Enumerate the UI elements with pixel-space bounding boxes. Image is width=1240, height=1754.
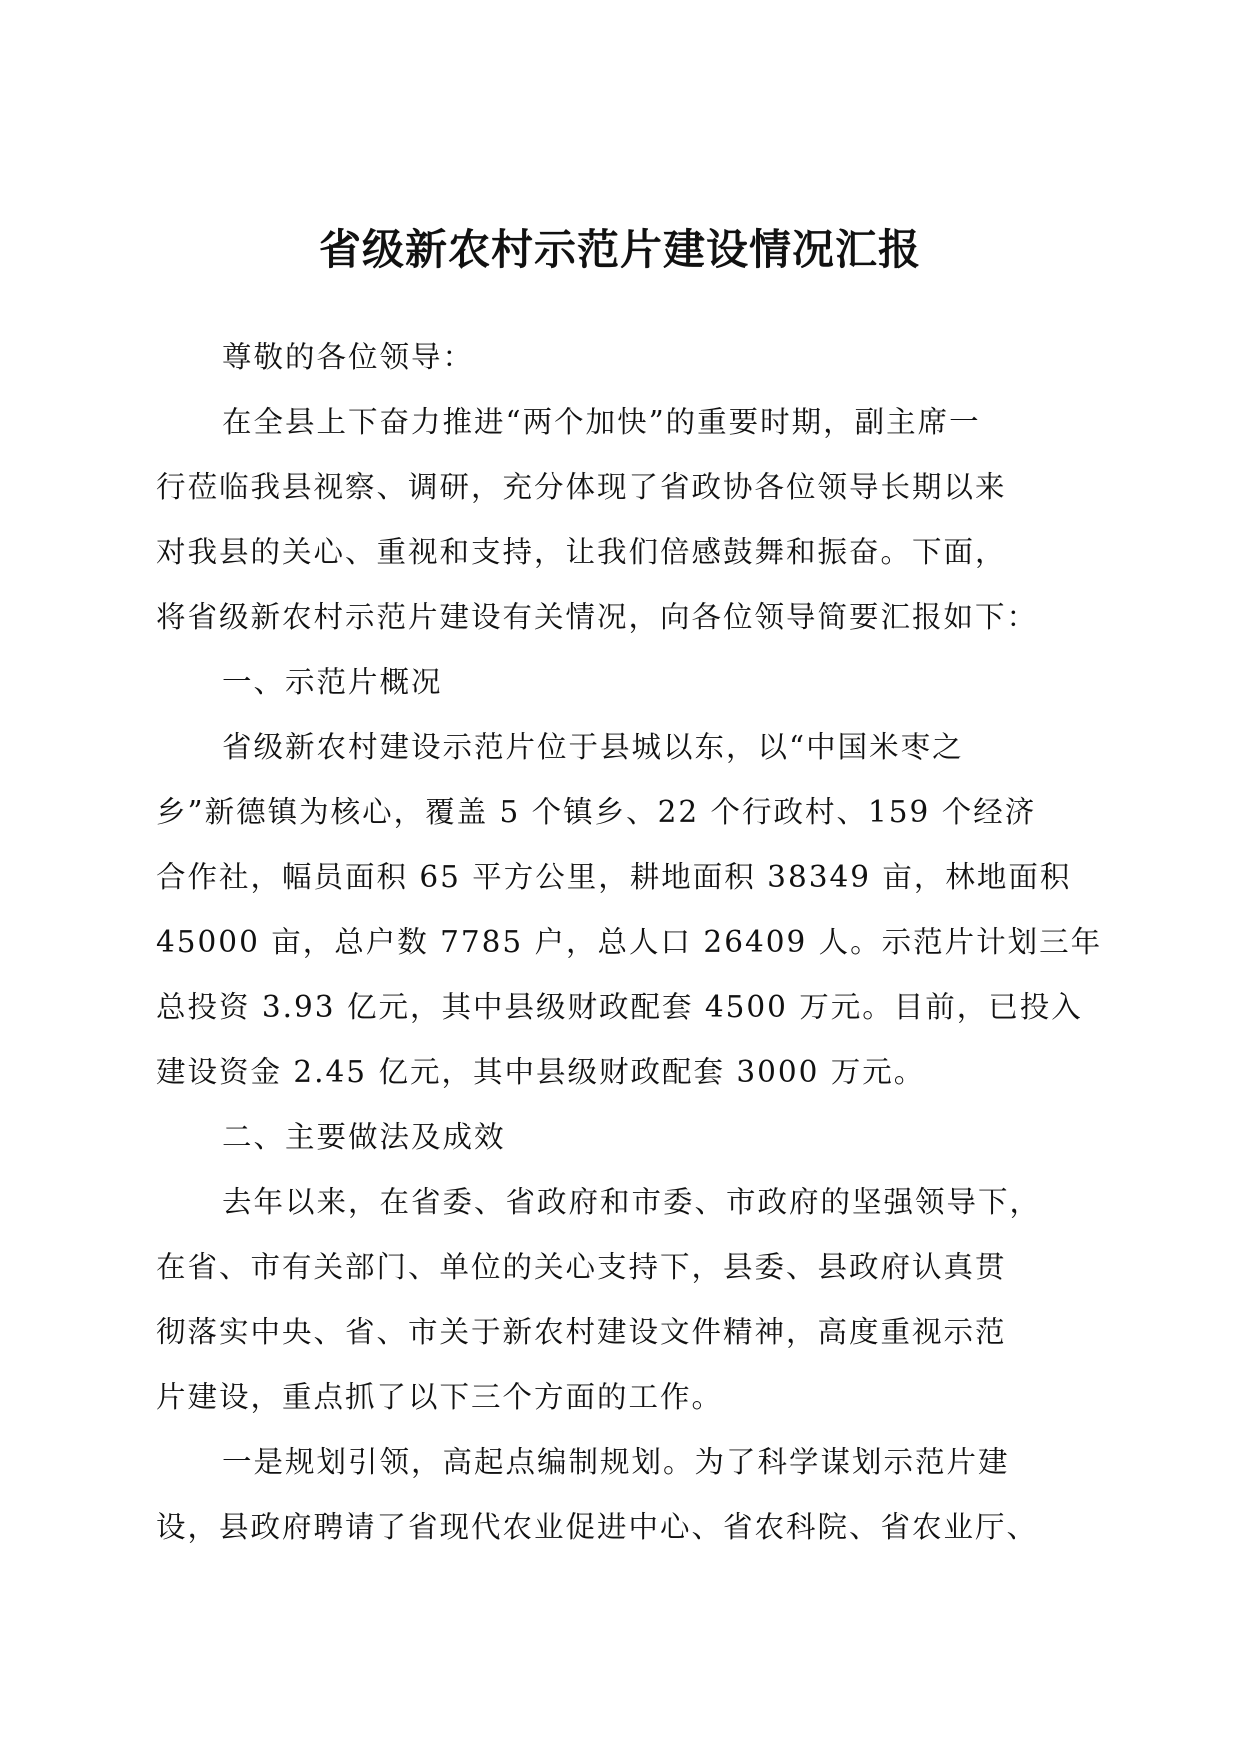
paragraph-line: 对我县的关心、重视和支持，让我们倍感鼓舞和振奋。下面， (156, 535, 1007, 569)
document-body (156, 325, 1103, 1560)
section-heading-measures: 二、主要做法及成效 (222, 1120, 506, 1154)
section-heading-overview: 一、示范片概况 (222, 665, 443, 699)
paragraph-line: 设，县政府聘请了省现代农业促进中心、省农科院、省农业厅、 (156, 1510, 1039, 1544)
paragraph-line: 行莅临我县视察、调研，充分体现了省政协各位领导长期以来 (156, 470, 1007, 504)
paragraph-line: 彻落实中央、省、市关于新农村建设文件精神，高度重视示范 (156, 1315, 1007, 1349)
paragraph-line: 总投资 3.93 亿元，其中县级财政配套 4500 万元。目前，已投入 (156, 990, 1083, 1024)
salutation-line: 尊敬的各位领导： (222, 340, 475, 374)
paragraph-line: 合作社，幅员面积 65 平方公里，耕地面积 38349 亩，林地面积 (156, 860, 1072, 894)
paragraph-line: 片建设，重点抓了以下三个方面的工作。 (156, 1380, 724, 1414)
paragraph-line: 去年以来，在省委、省政府和市委、市政府的坚强领导下， (222, 1185, 1042, 1219)
paragraph-line: 在全县上下奋力推进“两个加快”的重要时期，副主席一 (222, 405, 981, 439)
paragraph-line: 省级新农村建设示范片位于县城以东，以“中国米枣之 (222, 730, 964, 764)
paragraph-line: 在省、市有关部门、单位的关心支持下，县委、县政府认真贯 (156, 1250, 1007, 1284)
paragraph-line: 乡”新德镇为核心，覆盖 5 个镇乡、22 个行政村、159 个经济 (156, 795, 1037, 829)
document-title: 省级新农村示范片建设情况汇报 (318, 225, 921, 274)
paragraph-line: 45000 亩，总户数 7785 户，总人口 26409 人。示范片计划三年 (156, 925, 1103, 959)
paragraph-line: 一是规划引领，高起点编制规划。为了科学谋划示范片建 (222, 1445, 1010, 1479)
paragraph-line: 建设资金 2.45 亿元，其中县级财政配套 3000 万元。 (156, 1055, 926, 1089)
paragraph-line: 将省级新农村示范片建设有关情况，向各位领导简要汇报如下： (156, 600, 1039, 634)
